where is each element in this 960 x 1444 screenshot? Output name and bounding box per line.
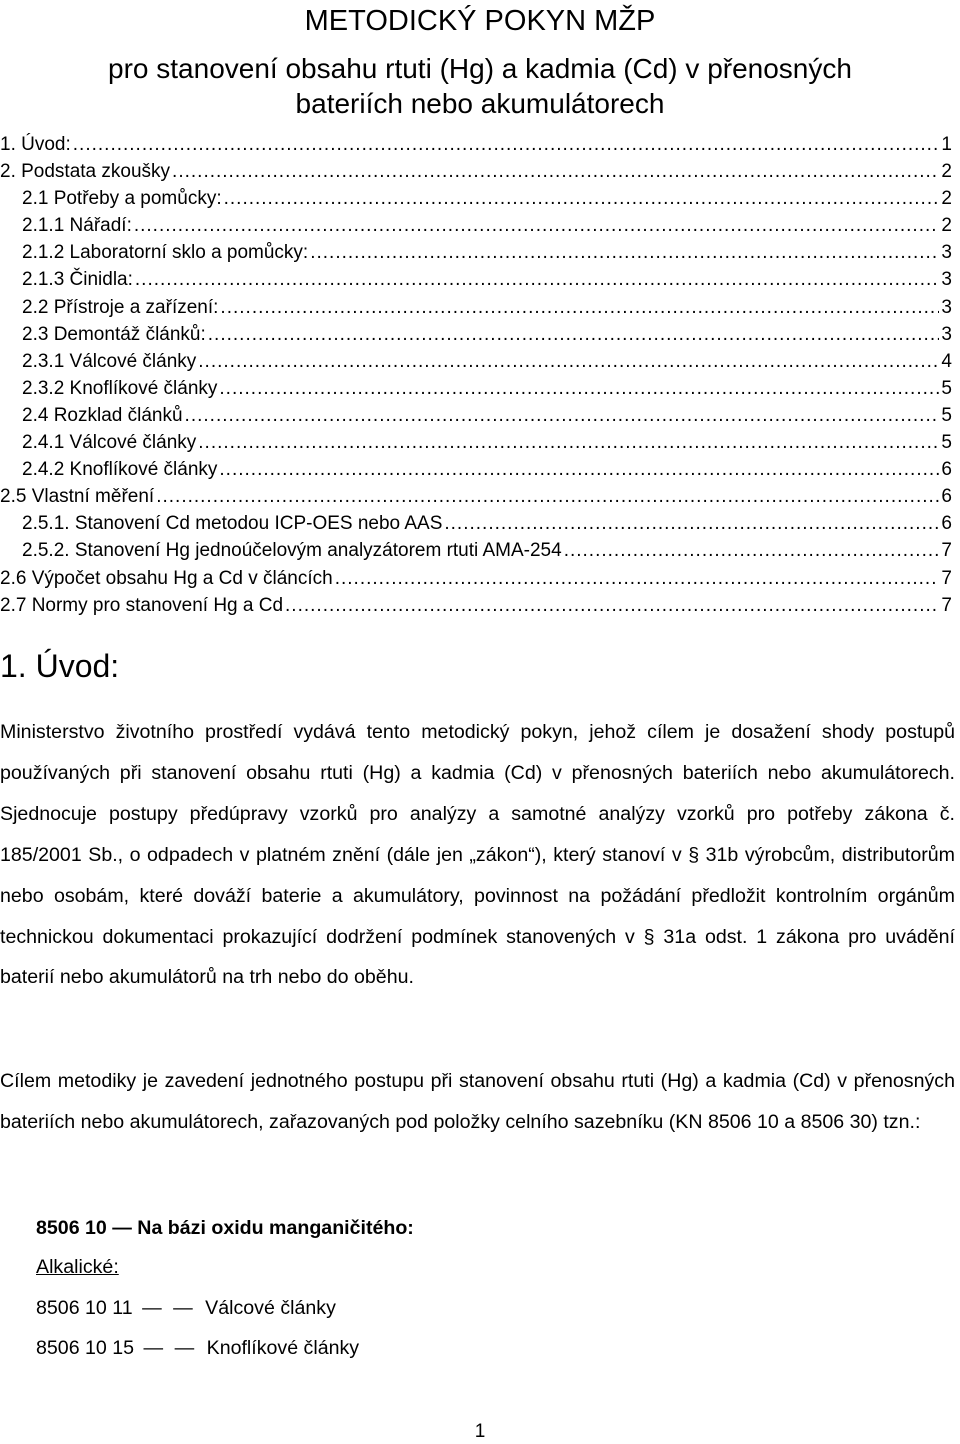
toc-leader-dots <box>198 429 939 456</box>
toc-entry-inner <box>22 185 952 212</box>
toc-entry-page: 5 <box>941 404 952 426</box>
toc-entry-page: 3 <box>941 323 952 345</box>
toc-entry-inner <box>0 131 952 158</box>
toc-leader-dots <box>564 537 940 564</box>
toc-entry[interactable] <box>0 294 955 321</box>
toc-entry[interactable] <box>0 321 955 348</box>
toc-entry-inner <box>22 510 952 537</box>
toc-entry[interactable] <box>0 131 955 158</box>
subtitle-line-1: pro stanovení obsahu rtuti (Hg) a kadmia (Cd) v přenosných <box>108 53 852 84</box>
toc-entry[interactable] <box>0 402 955 429</box>
toc-leader-dots <box>185 402 940 429</box>
toc-entry[interactable] <box>0 429 955 456</box>
intro-paragraph-1: Ministerstvo životního prostředí vydává tento metodický pokyn, jehož cílem je dosažení shody postupů používaných při stanovení obsahu rtuti (Hg) a kadmia (Cd) v přenosných bateriích nebo akumulátorech. Sjednocuje postupy předúpravy vzorků pro analýzy a samotné analýzy vzorků pro potřeby zákona č. 185/2001 Sb., o odpadech v platném znění (dále jen „zákon“), který stanoví v § 31b výrobcům, distributorům nebo osobám, které dováží baterie a akumulátory, povinnost na požádání předložit kontrolním orgánům technickou dokumentaci prokazující dodržení podmínek stanovených v § 31a odst. 1 zákona pro uvádění baterií nebo akumulátorů na trh nebo do oběhu. <box>0 721 955 989</box>
toc-entry-inner <box>0 483 952 510</box>
toc-entry-page: 2 <box>941 161 952 183</box>
cn-row <box>36 1334 359 1362</box>
toc-entry-inner <box>22 375 952 402</box>
toc-entry-page: 7 <box>941 567 952 589</box>
toc-entry[interactable] <box>0 375 955 402</box>
toc-entry-inner <box>22 266 952 293</box>
subtitle-line-2: bateriích nebo akumulátorech <box>295 88 665 119</box>
toc-leader-dots <box>172 158 939 185</box>
toc-leader-dots <box>208 321 940 348</box>
toc-entry-label: 2.4.2 Knoflíkové články <box>22 459 218 481</box>
toc-entry-label: 2.1 Potřeby a pomůcky: <box>22 188 222 210</box>
cn-code: 8506 10 15 <box>36 1337 135 1359</box>
toc-entry-page: 3 <box>941 296 952 318</box>
cn-label: Válcové články <box>205 1297 336 1319</box>
toc-entry-inner <box>0 592 952 619</box>
toc-entry-label: 2.7 Normy pro stanovení Hg a Cd <box>0 594 284 616</box>
toc-entry-inner <box>0 158 952 185</box>
toc-entry-label: 2.5.1. Stanovení Cd metodou ICP-OES nebo AAS <box>22 513 443 535</box>
toc-entry-label: 2.2 Přístroje a zařízení: <box>22 296 219 318</box>
toc-leader-dots <box>335 565 940 592</box>
toc-leader-dots <box>285 592 939 619</box>
toc-entry-label: 1. Úvod: <box>0 134 71 155</box>
toc-entry[interactable] <box>0 592 955 619</box>
toc-entry-page: 2 <box>941 188 952 210</box>
toc-entry[interactable] <box>0 239 955 266</box>
toc-entry-inner <box>22 239 952 266</box>
toc-entry[interactable] <box>0 510 955 537</box>
toc-entry-inner <box>22 294 952 321</box>
toc-leader-dots <box>135 266 940 293</box>
toc-entry-label: 2.3 Demontáž článků: <box>22 323 206 345</box>
toc-entry-page: 7 <box>941 540 952 562</box>
toc-entry[interactable] <box>0 266 955 293</box>
toc-entry-page: 4 <box>941 350 952 372</box>
cn-dash: — — <box>142 1297 196 1319</box>
toc-leader-dots <box>444 510 939 537</box>
toc-leader-dots <box>224 185 940 212</box>
cn-row <box>36 1294 336 1322</box>
cn-heading: 8506 10 — Na bázi oxidu manganičitého: <box>36 1217 414 1239</box>
toc-leader-dots <box>220 294 939 321</box>
toc-entry-inner <box>22 456 952 483</box>
toc-entry-inner <box>22 402 952 429</box>
toc-entry[interactable] <box>0 212 955 239</box>
toc-entry-label: 2.1.3 Činidla: <box>22 269 133 291</box>
table-of-contents <box>0 131 955 619</box>
toc-entry-label: 2.4.1 Válcové články <box>22 432 197 454</box>
toc-entry-label: 2.5.2. Stanovení Hg jednoúčelovým analyzátorem rtuti AMA-254 <box>22 540 562 562</box>
toc-entry-label: 2.3.1 Válcové články <box>22 350 197 372</box>
toc-entry-page: 5 <box>941 432 952 454</box>
toc-entry-page: 7 <box>941 594 952 616</box>
toc-entry-label: 2.5 Vlastní měření <box>0 486 155 508</box>
toc-entry-inner <box>22 537 952 564</box>
toc-leader-dots <box>219 456 939 483</box>
toc-entry-label: 2.1.2 Laboratorní sklo a pomůcky: <box>22 242 309 264</box>
toc-leader-dots <box>310 239 939 266</box>
page-number: 1 <box>474 1421 486 1442</box>
cn-subheading: Alkalické: <box>36 1256 119 1278</box>
toc-entry-page: 3 <box>941 242 952 264</box>
toc-entry-page: 6 <box>941 486 952 508</box>
toc-entry[interactable] <box>0 537 955 564</box>
toc-entry-label: 2.1.1 Nářadí: <box>22 215 132 237</box>
toc-entry-inner <box>22 212 952 239</box>
toc-entry-inner <box>22 348 952 375</box>
toc-leader-dots <box>134 212 940 239</box>
toc-entry[interactable] <box>0 158 955 185</box>
toc-entry-label: 2.3.2 Knoflíkové články <box>22 377 218 399</box>
toc-entry-page: 2 <box>941 215 952 237</box>
section-heading: 1. Úvod: <box>0 648 120 684</box>
toc-entry-inner <box>22 429 952 456</box>
toc-entry-page: 3 <box>941 269 952 291</box>
toc-entry-inner <box>0 565 952 592</box>
toc-entry-inner <box>22 321 952 348</box>
toc-leader-dots <box>219 375 939 402</box>
intro-paragraph-2: Cílem metodiky je zavedení jednotného postupu při stanovení obsahu rtuti (Hg) a kadmia (Cd) v přenosných bateriích nebo akumulátorech, zařazovaných pod položky celního sazebníku (KN 8506 10 a 8506 30) tzn.: <box>0 1070 955 1133</box>
toc-entry[interactable] <box>0 348 955 375</box>
cn-dash: — — <box>143 1337 198 1359</box>
toc-leader-dots <box>73 131 940 158</box>
toc-entry-page: 1 <box>941 134 952 155</box>
toc-entry-label: 2. Podstata zkoušky <box>0 161 171 183</box>
toc-entry[interactable] <box>0 483 955 510</box>
toc-entry[interactable] <box>0 456 955 483</box>
document-subtitle <box>0 51 960 121</box>
toc-entry-page: 5 <box>941 377 952 399</box>
toc-leader-dots <box>156 483 939 510</box>
toc-entry-label: 2.6 Výpočet obsahu Hg a Cd v článcích <box>0 567 333 589</box>
toc-entry[interactable] <box>0 185 955 212</box>
cn-label: Knoflíkové články <box>206 1337 360 1359</box>
toc-entry[interactable] <box>0 565 955 592</box>
toc-entry-page: 6 <box>941 459 952 481</box>
cn-code: 8506 10 11 <box>36 1297 133 1319</box>
toc-entry-label: 2.4 Rozklad článků <box>22 404 183 426</box>
document-title: METODICKÝ POKYN MŽP <box>304 5 656 37</box>
toc-leader-dots <box>198 348 939 375</box>
toc-entry-page: 6 <box>941 513 952 535</box>
